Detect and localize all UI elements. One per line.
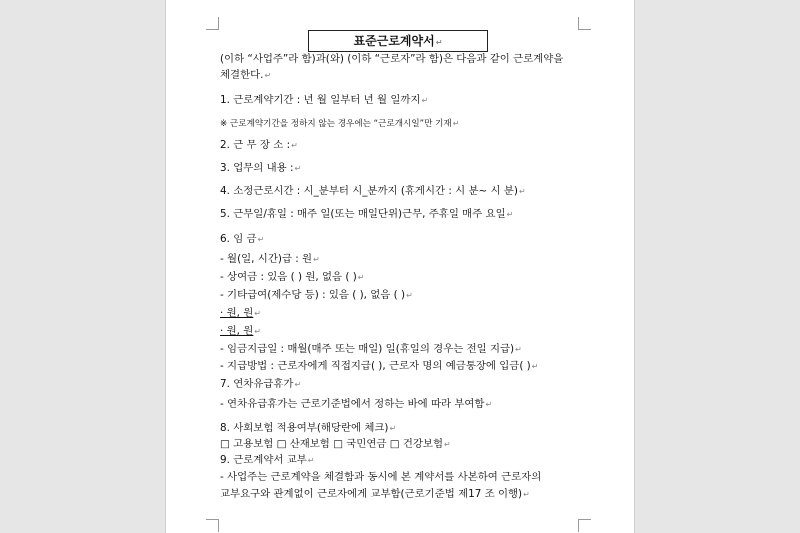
document-title[interactable] (308, 30, 488, 52)
margin-corner-top-left (206, 17, 219, 30)
wage-other-allowances[interactable]: - 기타급여(제수당 등) : 있음 ( ), 없음 ( )↵ (220, 289, 413, 301)
margin-corner-bottom-left (206, 519, 219, 532)
item-3-job-description[interactable]: 3. 업무의 내용 :↵ (220, 162, 302, 174)
item-2-workplace[interactable]: 2. 근 무 장 소 :↵ (220, 139, 298, 151)
wage-payment-method[interactable]: - 지급방법 : 근로자에게 직접지급( ), 근로자 명의 예금통장에 입금( )↵ (220, 360, 539, 372)
item-4-working-hours[interactable]: 4. 소정근로시간 : 시_분부터 시_분까지 (휴게시간 : 시 분~ 시 분)↵ (220, 185, 526, 197)
item-5-workdays-holidays[interactable]: 5. 근무일/휴일 : 매주 일(또는 매일단위)근무, 주휴일 매주 요일↵ (220, 208, 514, 220)
document-page (166, 0, 634, 533)
intro-line-1[interactable]: (이하 “사업주”라 함)과(와) (이하 “근로자”라 함)은 다음과 같이 근로계약을 (220, 53, 564, 65)
margin-corner-bottom-right (578, 519, 591, 532)
social-insurance-checkboxes[interactable]: □ 고용보험 □ 산재보험 □ 국민연금 □ 건강보험↵ (220, 438, 451, 450)
item-1-contract-period[interactable]: 1. 근로계약기간 : 년 월 일부터 년 월 일까지↵ (220, 94, 429, 106)
paragraph-mark: ↵ (435, 38, 443, 47)
document-title-text: 표준근로계약서 (353, 34, 435, 48)
item-6-wages[interactable]: 6. 임 금↵ (220, 233, 265, 245)
annual-leave-detail[interactable]: - 연차유급휴가는 근로기준법에서 정하는 바에 따라 부여함↵ (220, 398, 493, 410)
item-1-note[interactable]: ※ 근로계약기간을 정하지 않는 경우에는 “근로개시일”만 기재↵ (220, 119, 460, 129)
wage-sub-item-2[interactable]: · 원, 원↵ (220, 325, 261, 337)
item-9-contract-delivery[interactable]: 9. 근로계약서 교부↵ (220, 454, 315, 466)
item-8-social-insurance[interactable]: 8. 사회보험 적용여부(해당란에 체크)↵ (220, 422, 397, 434)
contract-delivery-line-1[interactable]: - 사업주는 근로계약을 체결함과 동시에 본 계약서를 사본하여 근로자의 (220, 471, 542, 483)
margin-corner-top-right (578, 17, 591, 30)
wage-bonus[interactable]: - 상여금 : 있음 ( ) 원, 없음 ( )↵ (220, 271, 365, 283)
intro-line-2[interactable]: 체결한다.↵ (220, 69, 272, 81)
contract-delivery-line-2[interactable]: 교부요구와 관계없이 근로자에게 교부함(근로기준법 제17 조 이행)↵ (220, 488, 530, 500)
wage-monthly[interactable]: - 월(일, 시간)급 : 원↵ (220, 253, 320, 265)
wage-payment-date[interactable]: - 임금지급일 : 매월(매주 또는 매일) 일(휴일의 경우는 전일 지급)↵ (220, 343, 522, 355)
wage-sub-item-1[interactable]: · 원, 원↵ (220, 307, 261, 319)
item-7-annual-leave[interactable]: 7. 연차유급휴가↵ (220, 378, 302, 390)
